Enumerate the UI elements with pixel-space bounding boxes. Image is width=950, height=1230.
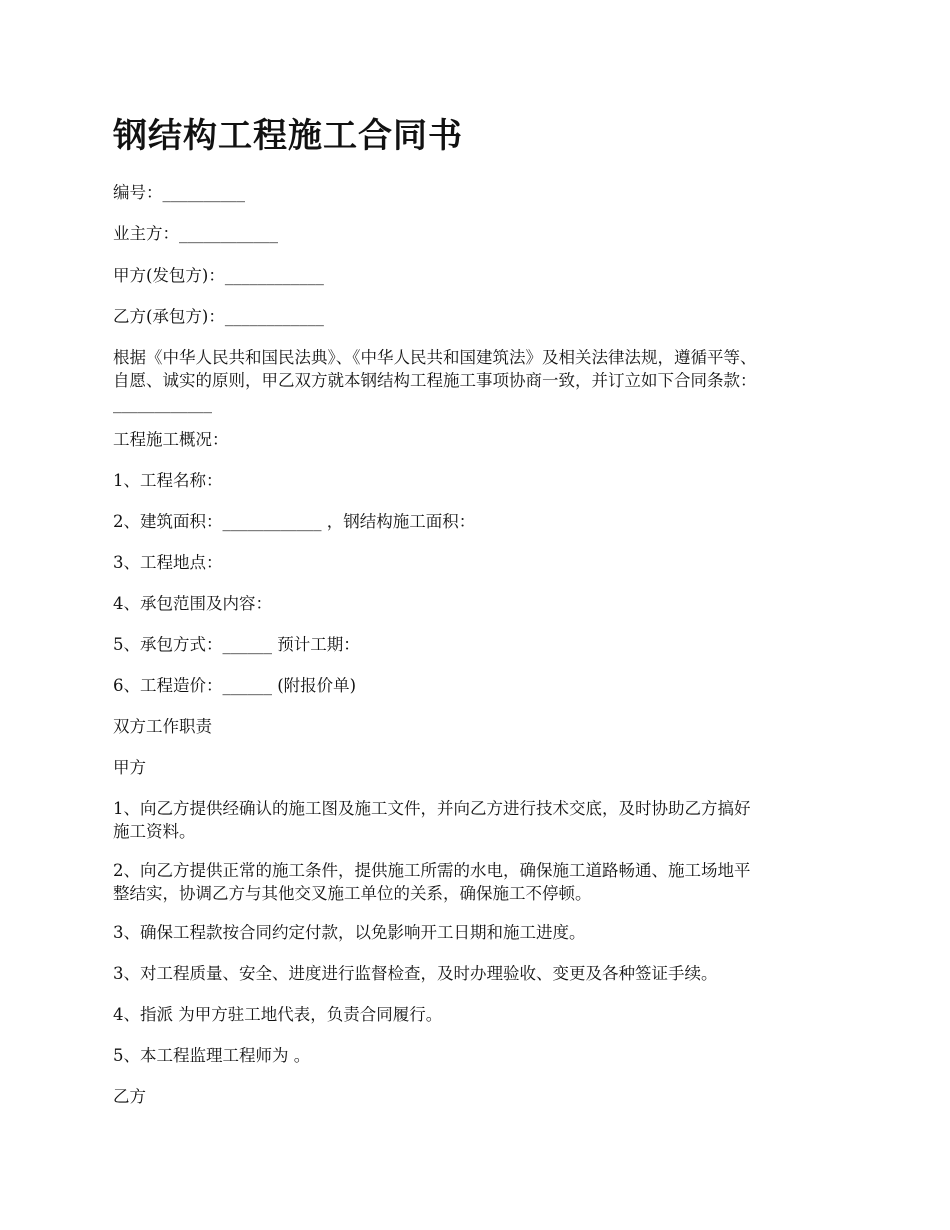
overview-item-project-name: 1、工程名称： [113,471,223,490]
party-a-duty-2 [113,859,863,905]
overview-item-contract-method: 5、承包方式：______ 预计工期： [113,635,360,654]
party-a-duty-5: 4、指派 为甲方驻工地代表，负责合同履行。 [113,1005,443,1024]
party-a-heading: 甲方 [113,758,146,777]
overview-item-building-area: 2、建筑面积：____________ ，钢结构施工面积： [113,512,476,531]
owner-field: 业主方：____________ [113,224,278,243]
duty-line: 施工资料。 [113,822,196,841]
duty-line: 整结实，协调乙方与其他交叉施工单位的关系，确保施工不停顿。 [113,884,592,903]
overview-item-location: 3、工程地点： [113,553,223,572]
party-b-heading: 乙方 [113,1087,146,1106]
duty-line: 2、向乙方提供正常的施工条件，提供施工所需的水电，确保施工道路畅通、施工场地平 [113,861,751,880]
preamble-line: ____________ [113,394,212,413]
party-b-field: 乙方(承包方)：____________ [113,307,324,326]
overview-heading: 工程施工概况： [113,430,229,449]
party-a-duty-4: 3、对工程质量、安全、进度进行监督检查，及时办理验收、变更及各种签证手续。 [113,964,718,983]
preamble-paragraph [113,346,863,415]
preamble-line: 自愿、诚实的原则，甲乙双方就本钢结构工程施工事项协商一致，并订立如下合同条款： [113,371,757,390]
overview-item-cost: 6、工程造价：______ (附报价单) [113,676,357,695]
party-a-field: 甲方(发包方)：____________ [113,266,324,285]
party-a-duty-1 [113,797,863,843]
party-a-duty-6: 5、本工程监理工程师为 。 [113,1046,311,1065]
document-title: 钢结构工程施工合同书 [113,116,463,156]
preamble-line: 根据《中华人民共和国民法典》、《中华人民共和国建筑法》及相关法律法规，遵循平等、 [113,348,757,367]
duties-heading: 双方工作职责 [113,717,212,736]
duty-line: 1、向乙方提供经确认的施工图及施工文件，并向乙方进行技术交底，及时协助乙方搞好 [113,799,751,818]
overview-item-scope: 4、承包范围及内容： [113,594,272,613]
contract-number-field: 编号：__________ [113,183,245,202]
party-a-duty-3: 3、确保工程款按合同约定付款，以免影响开工日期和施工进度。 [113,923,586,942]
